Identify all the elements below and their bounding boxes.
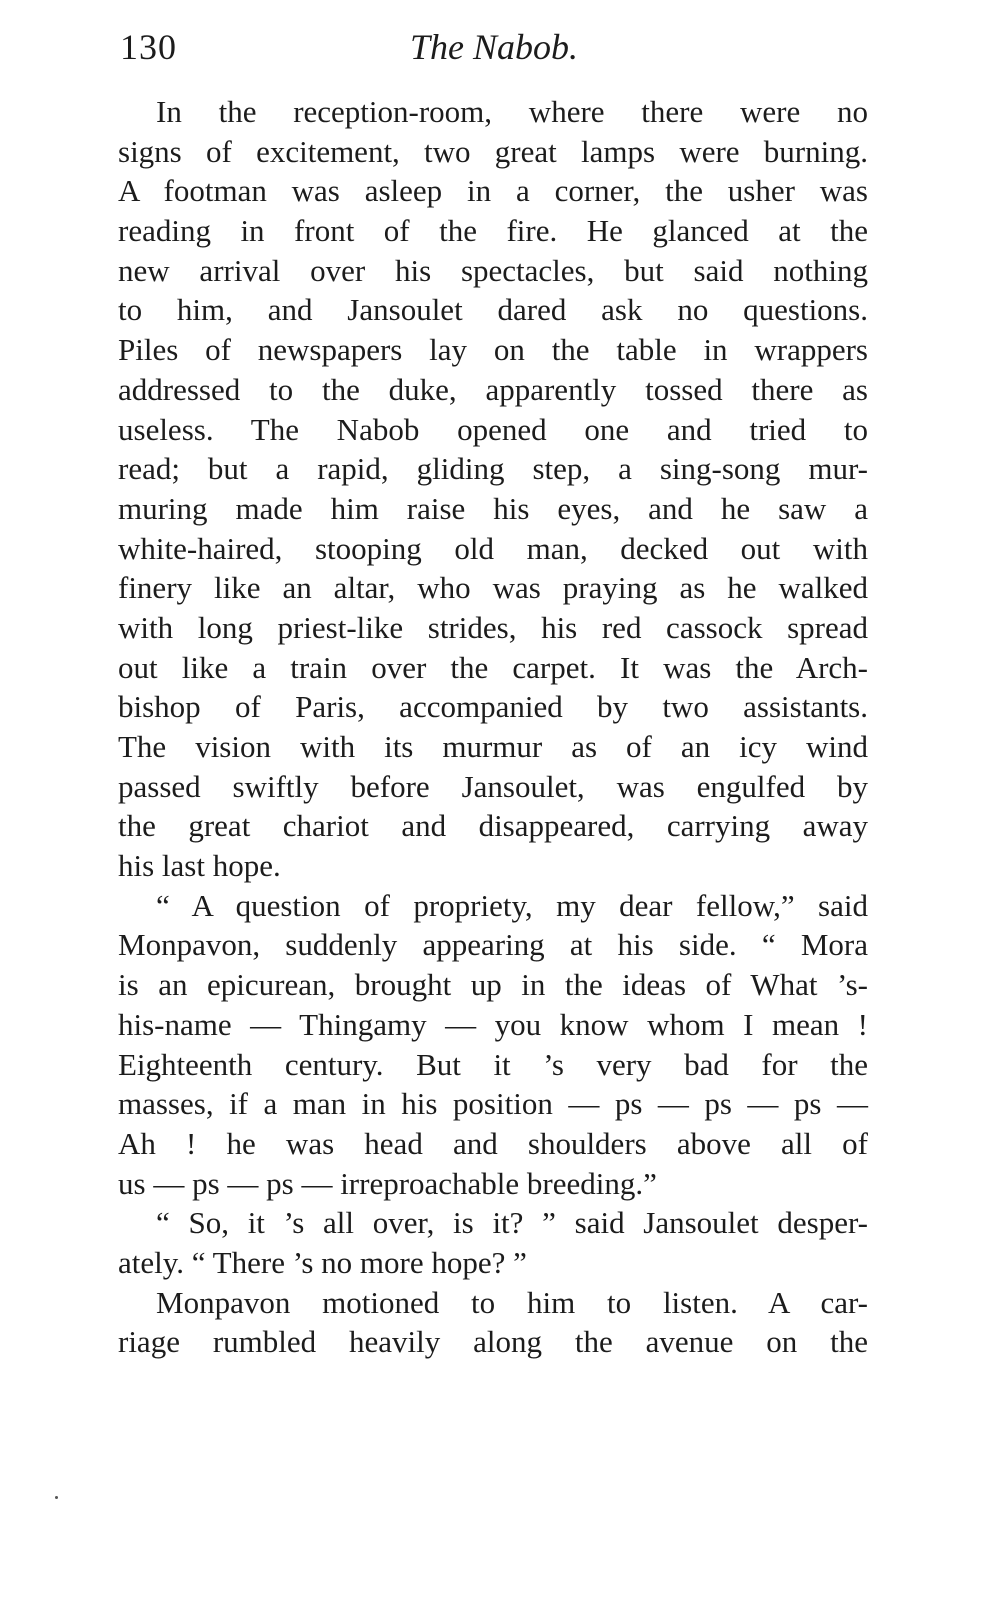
text-line: reading in front of the fire. He glanced at the (118, 213, 868, 249)
text-line: us — ps — ps — irreproachable breeding.” (118, 1165, 657, 1201)
text-line: out like a train over the carpet. It was the Arch- (118, 649, 868, 685)
body-text (118, 92, 868, 1362)
text-line: riage rumbled heavily along the avenue on the (118, 1324, 868, 1360)
text-line: The vision with its murmur as of an icy wind (118, 729, 868, 764)
paper-speck (55, 1496, 58, 1499)
text-line: “ A question of propriety, my dear fellow,” said (156, 887, 868, 923)
text-line: addressed to the duke, apparently tossed there as (118, 371, 868, 407)
text-line: white-haired, stooping old man, decked out with (118, 530, 868, 566)
text-line: read; but a rapid, gliding step, a sing-song mur- (118, 451, 868, 487)
text-line: In the reception-room, where there were no (156, 94, 868, 129)
text-line: is an epicurean, brought up in the ideas of What ’s- (118, 967, 868, 1003)
text-line: his last hope. (118, 848, 281, 884)
text-line: muring made him raise his eyes, and he saw a (118, 490, 868, 526)
page-header (120, 22, 868, 72)
text-line: to him, and Jansoulet dared ask no questions. (118, 292, 868, 328)
text-line: “ So, it ’s all over, is it? ” said Jansoulet desper- (156, 1205, 868, 1241)
text-line: finery like an altar, who was praying as he walked (118, 570, 868, 606)
text-line: new arrival over his spectacles, but said nothing (118, 252, 868, 288)
text-line: ately. “ There ’s no more hope? ” (118, 1244, 527, 1280)
text-line: Ah ! he was head and shoulders above all of (118, 1125, 868, 1161)
text-line: useless. The Nabob opened one and tried to (118, 411, 868, 447)
text-line: bishop of Paris, accompanied by two assistants. (118, 689, 868, 725)
text-line: Monpavon, suddenly appearing at his side. “ Mora (118, 927, 868, 963)
running-title: The Nabob. (409, 27, 578, 67)
text-line: his-name — Thingamy — you know whom I mean ! (118, 1006, 868, 1042)
text-line: A footman was asleep in a corner, the usher was (118, 173, 868, 209)
text-line: Eighteenth century. But it ’s very bad for the (118, 1046, 868, 1082)
text-line: masses, if a man in his position — ps — ps — ps — (118, 1086, 868, 1122)
text-line: signs of excitement, two great lamps were burning. (118, 133, 868, 169)
text-line: passed swiftly before Jansoulet, was engulfed by (118, 768, 868, 804)
page-number: 130 (120, 27, 177, 67)
text-line: Monpavon motioned to him to listen. A car- (156, 1284, 868, 1320)
text-line: the great chariot and disappeared, carrying away (118, 808, 868, 844)
text-line: Piles of newspapers lay on the table in wrappers (118, 332, 868, 368)
text-line: with long priest-like strides, his red cassock spread (118, 609, 868, 645)
